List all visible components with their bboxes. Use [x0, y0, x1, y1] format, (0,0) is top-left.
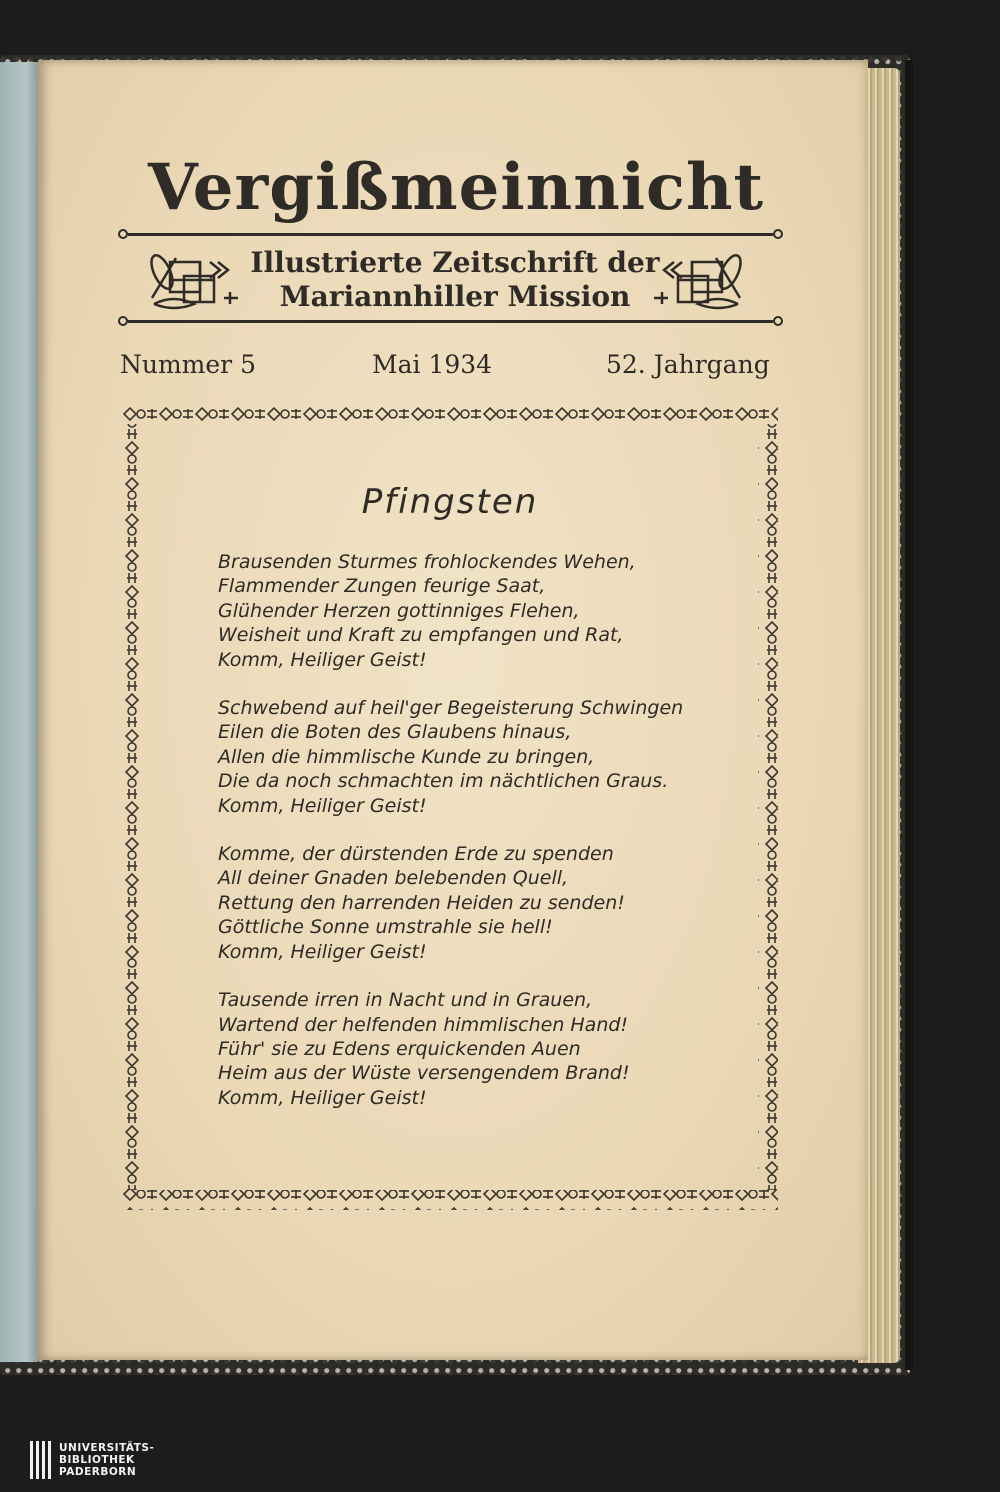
library-logo-text: [59, 1442, 154, 1478]
poem-refrain: Komm, Heiliger Geist!: [218, 1086, 427, 1109]
library-logo-line2: BIBLIOTHEK: [59, 1454, 135, 1466]
poem-stanza-4: [218, 988, 748, 1110]
poem-line: Glühender Herzen gottinniges Flehen,: [218, 599, 580, 622]
issue-number: Nummer 5: [120, 350, 256, 379]
left-ornament-icon: [140, 250, 240, 310]
poem-line: Komme, der dürstenden Erde zu spenden: [218, 843, 614, 866]
masthead-title: Vergißmeinnicht: [148, 150, 765, 225]
issue-date: Mai 1934: [372, 350, 493, 379]
poem-stanza-3: [218, 842, 748, 964]
masthead-rule-bottom: [128, 320, 773, 323]
poem-line: Wartend der helfenden himmlischen Hand!: [218, 1013, 629, 1036]
library-logo: [30, 1440, 154, 1480]
library-logo-bars-icon: [30, 1441, 51, 1479]
library-logo-line3: PADERBORN: [59, 1466, 137, 1478]
library-logo-line1: UNIVERSITÄTS-: [59, 1442, 155, 1454]
poem-stanza-2: [218, 696, 748, 818]
poem-line: Heim aus der Wüste versengendem Brand!: [218, 1062, 630, 1085]
poem-line: Die da noch schmachten im nächtlichen Graus.: [218, 770, 669, 793]
poem-refrain: Komm, Heiliger Geist!: [218, 794, 427, 817]
poem-line: Schwebend auf heil'ger Begeisterung Schwingen: [218, 697, 684, 720]
left-page-edge: [0, 62, 38, 1362]
masthead-rule-top: [128, 233, 773, 236]
masthead-subtitle-line1: Illustrierte Zeitschrift der: [250, 246, 660, 279]
poem-stanza-1: [218, 550, 748, 672]
poem-refrain: Komm, Heiliger Geist!: [218, 648, 427, 671]
poem-line: Allen die himmlische Kunde zu bringen,: [218, 745, 595, 768]
poem-line: Führ' sie zu Edens erquickenden Auen: [218, 1037, 581, 1060]
poem-line: Tausende irren in Nacht und in Grauen,: [218, 989, 593, 1012]
poem-line: Flammender Zungen feurige Saat,: [218, 575, 546, 598]
poem-body: [218, 550, 748, 1134]
masthead-subtitle-line2: Mariannhiller Mission: [279, 280, 631, 313]
poem-line: Göttliche Sonne umstrahle sie hell!: [218, 916, 553, 939]
cover-edge: [905, 60, 913, 1370]
poem-line: Weisheit und Kraft zu empfangen und Rat,: [218, 624, 624, 647]
poem-refrain: Komm, Heiliger Geist!: [218, 940, 427, 963]
poem-line: Rettung den harrenden Heiden zu senden!: [218, 891, 625, 914]
poem-title: Pfingsten: [361, 482, 539, 522]
poem-line: Brausenden Sturmes frohlockendes Wehen,: [218, 551, 636, 573]
poem-line: Eilen die Boten des Glaubens hinaus,: [218, 721, 572, 744]
poem-line: All deiner Gnaden belebenden Quell,: [218, 867, 569, 890]
issue-volume: 52. Jahrgang: [606, 350, 770, 379]
